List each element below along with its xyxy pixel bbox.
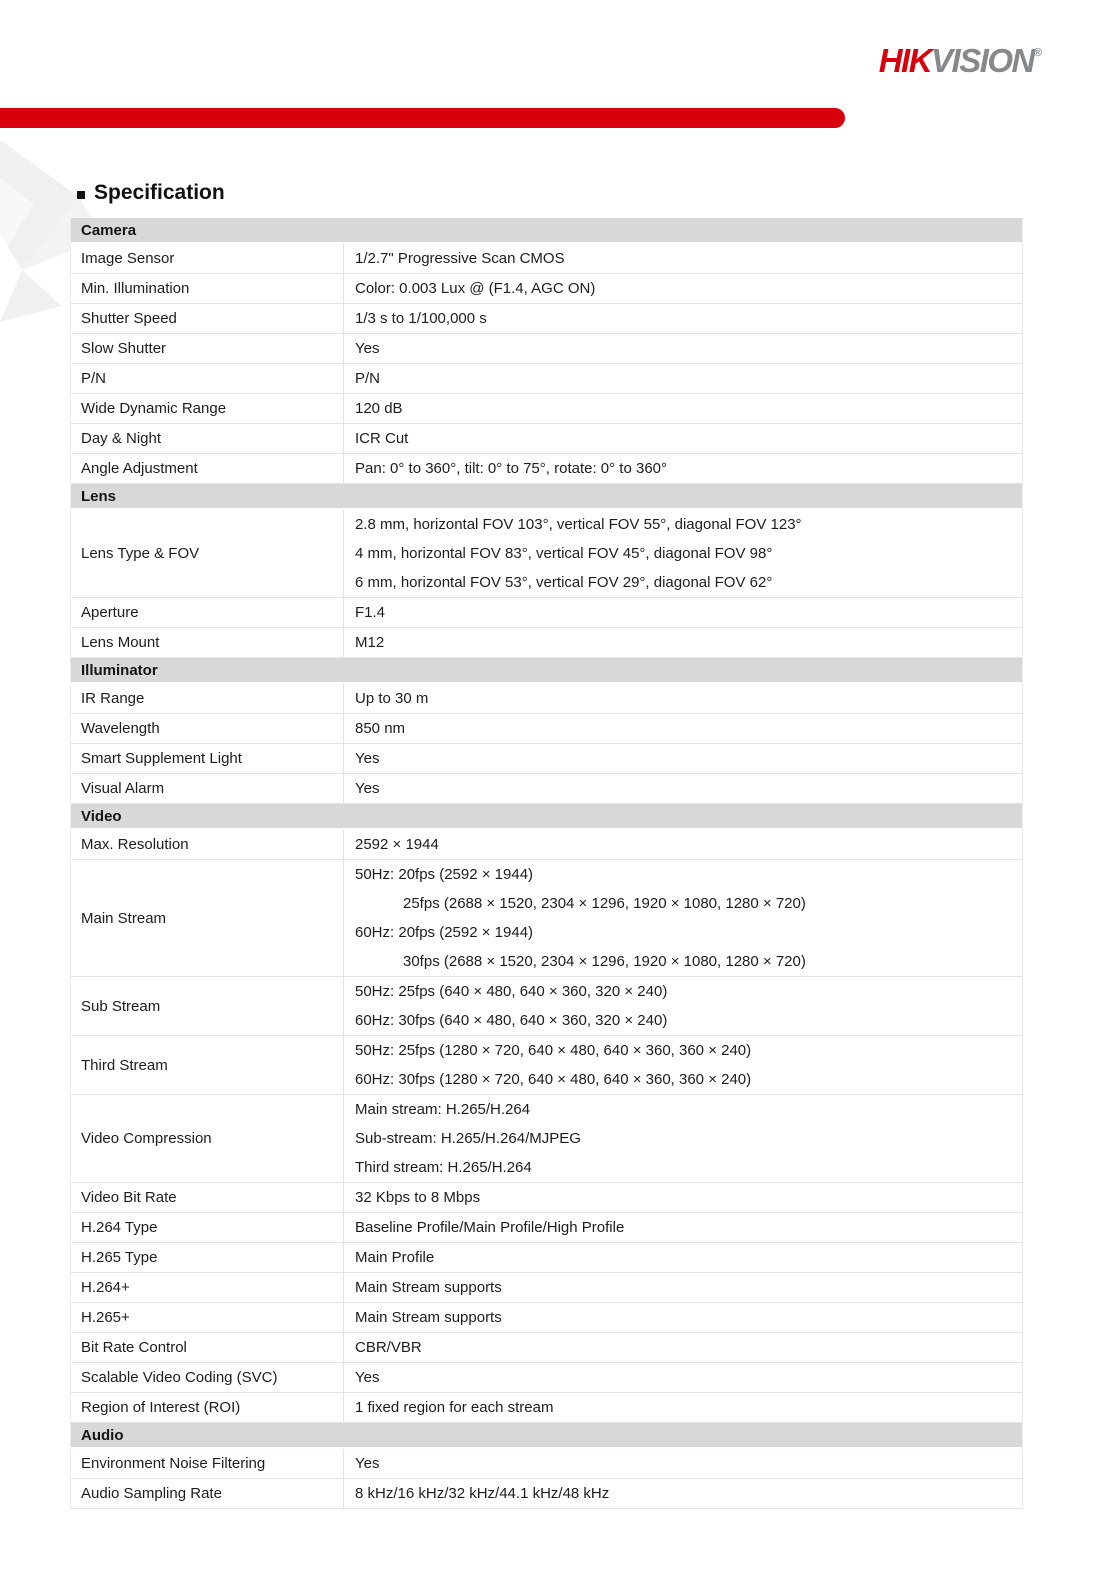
spec-value (344, 1095, 1022, 1182)
spec-value-line: Up to 30 m (355, 690, 429, 707)
spec-row (71, 1393, 1022, 1423)
spec-value-line: P/N (355, 370, 381, 387)
spec-label: Lens Mount (71, 628, 344, 657)
spec-label: Third Stream (71, 1036, 344, 1094)
spec-row (71, 628, 1022, 658)
spec-value-line: 8 kHz/16 kHz/32 kHz/44.1 kHz/48 kHz (355, 1485, 610, 1502)
spec-value-line: 50Hz: 25fps (640 × 480, 640 × 360, 320 × 240) (355, 983, 668, 1000)
spec-value (344, 628, 1022, 657)
spec-row (71, 1333, 1022, 1363)
spec-value-line: 4 mm, horizontal FOV 83°, vertical FOV 45°, diagonal FOV 98° (355, 545, 773, 562)
spec-label: Max. Resolution (71, 830, 344, 859)
spec-value-line: Main Profile (355, 1249, 435, 1266)
spec-value (344, 598, 1022, 627)
spec-label: Video Compression (71, 1095, 344, 1182)
spec-row (71, 714, 1022, 744)
spec-label: Lens Type & FOV (71, 510, 344, 597)
spec-value (344, 1213, 1022, 1242)
spec-row (71, 1183, 1022, 1213)
spec-value-line: Sub-stream: H.265/H.264/MJPEG (355, 1130, 581, 1147)
spec-label: H.265+ (71, 1303, 344, 1332)
spec-row (71, 424, 1022, 454)
spec-value-line: Pan: 0° to 360°, tilt: 0° to 75°, rotate: 0° to 360° (355, 460, 668, 477)
spec-label: IR Range (71, 684, 344, 713)
section-header: Audio (71, 1423, 1022, 1449)
spec-label: Shutter Speed (71, 304, 344, 333)
spec-value-line: 1 fixed region for each stream (355, 1399, 554, 1416)
spec-value (344, 304, 1022, 333)
spec-value (344, 860, 1022, 976)
spec-row (71, 1479, 1022, 1509)
spec-value-line: 30fps (2688 × 1520, 2304 × 1296, 1920 × 1080, 1280 × 720) (403, 953, 806, 970)
spec-label: Wavelength (71, 714, 344, 743)
spec-value-line: 50Hz: 25fps (1280 × 720, 640 × 480, 640 × 360, 360 × 240) (355, 1042, 752, 1059)
spec-row (71, 274, 1022, 304)
spec-label: Image Sensor (71, 244, 344, 273)
spec-value-line: Baseline Profile/Main Profile/High Profile (355, 1219, 625, 1236)
spec-label: Visual Alarm (71, 774, 344, 803)
spec-value-line: Yes (355, 1369, 380, 1386)
spec-row (71, 394, 1022, 424)
spec-row (71, 598, 1022, 628)
spec-value-line: 2.8 mm, horizontal FOV 103°, vertical FOV 55°, diagonal FOV 123° (355, 516, 802, 533)
spec-row (71, 1036, 1022, 1095)
spec-row (71, 774, 1022, 804)
spec-label: Min. Illumination (71, 274, 344, 303)
spec-value-line: Color: 0.003 Lux @ (F1.4, AGC ON) (355, 280, 596, 297)
spec-value-line: Yes (355, 340, 380, 357)
logo-hik-text: HIK (878, 42, 932, 79)
page-title-row (77, 181, 225, 205)
spec-value (344, 364, 1022, 393)
spec-label: Bit Rate Control (71, 1333, 344, 1362)
spec-value (344, 1333, 1022, 1362)
spec-value (344, 977, 1022, 1035)
spec-value-line: 25fps (2688 × 1520, 2304 × 1296, 1920 × 1080, 1280 × 720) (403, 895, 806, 912)
spec-value-line: 120 dB (355, 400, 403, 417)
spec-label: H.265 Type (71, 1243, 344, 1272)
spec-value (344, 1449, 1022, 1478)
spec-row (71, 1449, 1022, 1479)
section-header: Camera (71, 218, 1022, 244)
spec-value (344, 1036, 1022, 1094)
spec-value (344, 714, 1022, 743)
spec-label: Day & Night (71, 424, 344, 453)
spec-value (344, 744, 1022, 773)
spec-label: H.264 Type (71, 1213, 344, 1242)
spec-row (71, 744, 1022, 774)
spec-value-line: 32 Kbps to 8 Mbps (355, 1189, 481, 1206)
spec-value-line: Third stream: H.265/H.264 (355, 1159, 532, 1176)
spec-value (344, 1183, 1022, 1212)
spec-value (344, 394, 1022, 423)
spec-value-line: 60Hz: 20fps (2592 × 1944) (355, 924, 534, 941)
spec-label: P/N (71, 364, 344, 393)
spec-row (71, 1213, 1022, 1243)
page-title: Specification (94, 181, 225, 204)
spec-value-line: M12 (355, 634, 385, 651)
spec-value-line: 1/3 s to 1/100,000 s (355, 310, 487, 327)
spec-value-line: Yes (355, 1455, 380, 1472)
spec-row (71, 684, 1022, 714)
registered-trademark-icon: ® (1033, 47, 1042, 59)
spec-value-line: 60Hz: 30fps (1280 × 720, 640 × 480, 640 × 360, 360 × 240) (355, 1071, 752, 1088)
spec-value-line: 2592 × 1944 (355, 836, 439, 853)
spec-table (70, 218, 1023, 1509)
spec-value (344, 510, 1022, 597)
section-header: Lens (71, 484, 1022, 510)
spec-row (71, 454, 1022, 484)
spec-label: Main Stream (71, 860, 344, 976)
spec-label: Audio Sampling Rate (71, 1479, 344, 1508)
spec-value-line: 50Hz: 20fps (2592 × 1944) (355, 866, 534, 883)
spec-row (71, 1243, 1022, 1273)
spec-label: Angle Adjustment (71, 454, 344, 483)
spec-value-line: Yes (355, 780, 380, 797)
spec-value-line: 60Hz: 30fps (640 × 480, 640 × 360, 320 × 240) (355, 1012, 668, 1029)
spec-value-line: Main stream: H.265/H.264 (355, 1101, 531, 1118)
spec-value (344, 424, 1022, 453)
spec-value-line: 1/2.7" Progressive Scan CMOS (355, 250, 565, 267)
spec-row (71, 364, 1022, 394)
spec-value-line: 6 mm, horizontal FOV 53°, vertical FOV 29°, diagonal FOV 62° (355, 574, 773, 591)
spec-value (344, 830, 1022, 859)
spec-value (344, 1243, 1022, 1272)
spec-label: Smart Supplement Light (71, 744, 344, 773)
spec-row (71, 1363, 1022, 1393)
section-header: Video (71, 804, 1022, 830)
spec-value (344, 1303, 1022, 1332)
spec-value-line: ICR Cut (355, 430, 409, 447)
spec-row (71, 1303, 1022, 1333)
spec-value (344, 334, 1022, 363)
spec-value-line: Yes (355, 750, 380, 767)
spec-label: Aperture (71, 598, 344, 627)
spec-value (344, 1273, 1022, 1302)
spec-value-line: Main Stream supports (355, 1279, 502, 1296)
spec-row (71, 830, 1022, 860)
spec-value-line: Main Stream supports (355, 1309, 502, 1326)
spec-value (344, 1479, 1022, 1508)
spec-row (71, 1095, 1022, 1183)
spec-row (71, 977, 1022, 1036)
spec-value (344, 1363, 1022, 1392)
spec-value (344, 454, 1022, 483)
spec-value (344, 244, 1022, 273)
spec-row (71, 860, 1022, 977)
spec-row (71, 304, 1022, 334)
spec-label: Wide Dynamic Range (71, 394, 344, 423)
title-bullet-icon (77, 191, 85, 199)
logo-vision-text: VISION (931, 42, 1034, 79)
spec-value (344, 274, 1022, 303)
spec-value-line: 850 nm (355, 720, 406, 737)
spec-value (344, 774, 1022, 803)
section-header: Illuminator (71, 658, 1022, 684)
spec-row (71, 1273, 1022, 1303)
spec-label: Region of Interest (ROI) (71, 1393, 344, 1422)
spec-label: Video Bit Rate (71, 1183, 344, 1212)
spec-row (71, 334, 1022, 364)
hikvision-logo (879, 42, 1042, 80)
spec-label: Sub Stream (71, 977, 344, 1035)
red-accent-bar (0, 108, 845, 128)
spec-value-line: F1.4 (355, 604, 386, 621)
spec-label: Environment Noise Filtering (71, 1449, 344, 1478)
spec-label: H.264+ (71, 1273, 344, 1302)
spec-row (71, 510, 1022, 598)
spec-value (344, 1393, 1022, 1422)
spec-value-line: CBR/VBR (355, 1339, 422, 1356)
spec-value (344, 684, 1022, 713)
spec-label: Slow Shutter (71, 334, 344, 363)
spec-row (71, 244, 1022, 274)
spec-label: Scalable Video Coding (SVC) (71, 1363, 344, 1392)
